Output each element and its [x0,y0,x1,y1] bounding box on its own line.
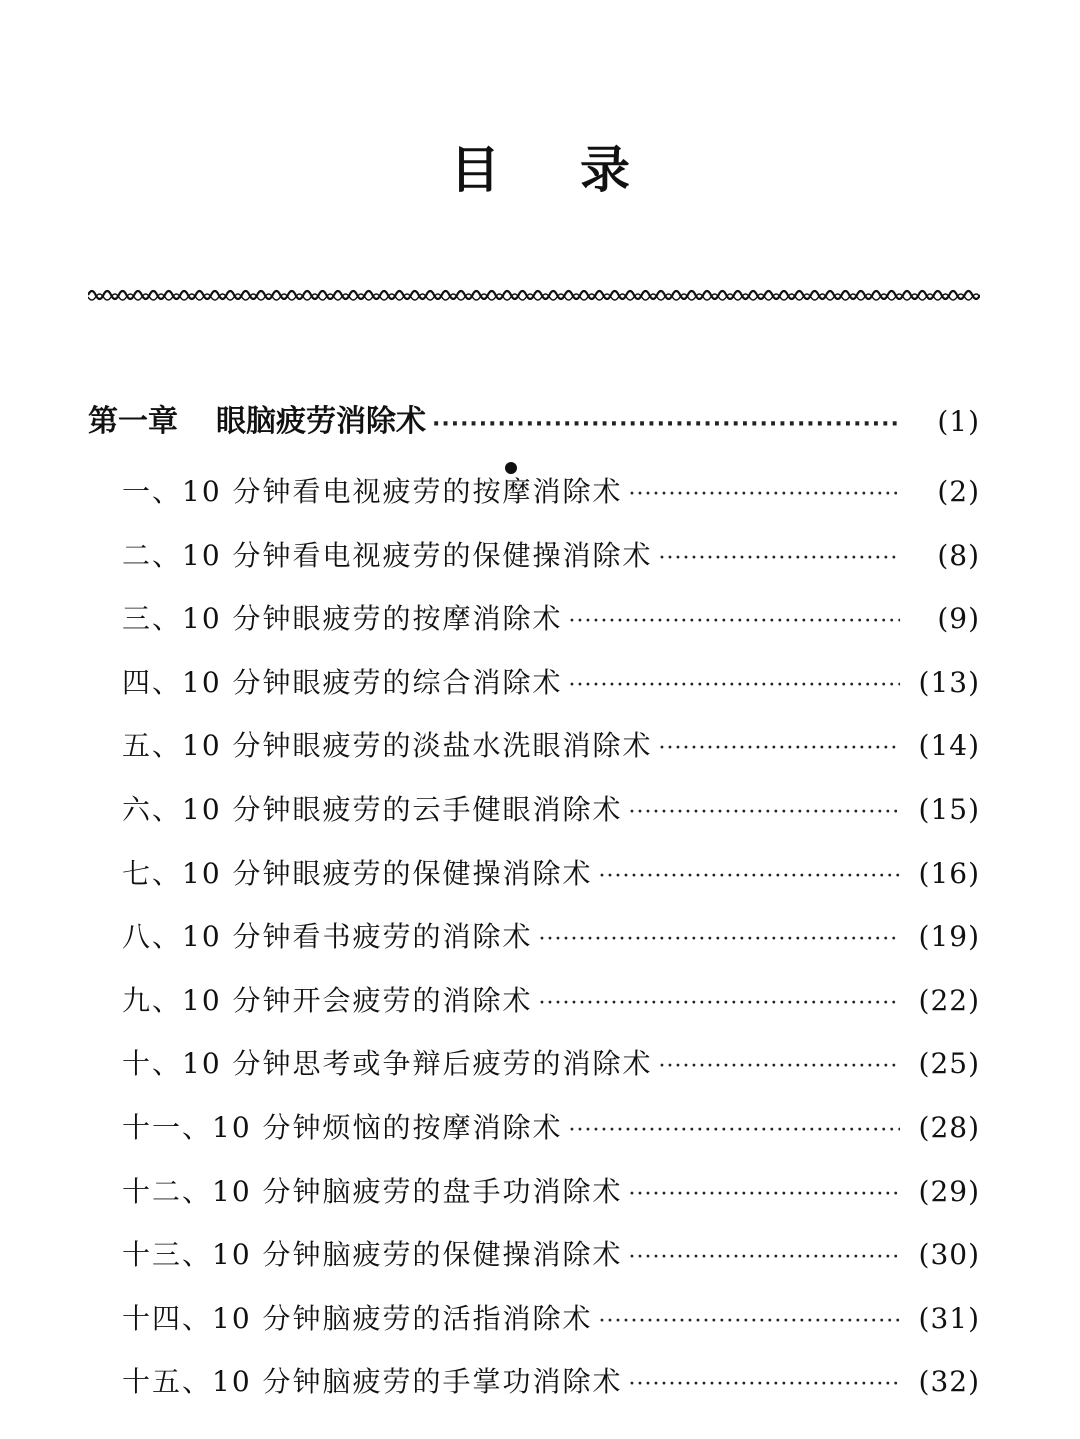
toc-entry-page-number: (32) [918,1365,980,1399]
toc-entry-title: 一、10 分钟看电视疲劳的按摩消除术 [122,475,623,508]
toc-entry-title: 十三、10 分钟脑疲劳的保健操消除术 [122,1238,623,1272]
dot-leader [539,991,900,1016]
toc-entry-title: 四、10 分钟眼疲劳的综合消除术 [122,665,563,699]
dot-leader [599,864,900,889]
dot-leader [569,1118,900,1143]
toc-entry-page-number: (16) [918,856,980,890]
toc-entry[interactable] [88,1297,980,1361]
toc-entry[interactable] [88,1106,980,1170]
toc-entry-title: 三、10 分钟眼疲劳的按摩消除术 [122,602,563,636]
toc-entry-page-number: (29) [918,1174,980,1208]
toc-entry-page-number: (19) [918,920,980,954]
dot-leader [629,1372,900,1397]
toc-entry-title: 九、10 分钟开会疲劳的消除术 [122,983,533,1017]
dot-leader [629,482,900,507]
dot-leader [659,1054,900,1079]
toc-entry-title: 十、10 分钟思考或争辩后疲劳的消除术 [122,1047,653,1081]
toc-entry-page-number: (14) [918,729,980,763]
toc-entry[interactable] [88,852,980,916]
chapter-page-number: (1) [937,405,980,438]
toc-entry-page-number: (9) [937,602,980,636]
toc-entry-page-number: (22) [918,983,980,1017]
dot-leader [569,609,900,634]
table-of-contents [88,396,980,1424]
toc-section-list [88,470,980,1424]
toc-entry-title: 十五、10 分钟脑疲劳的手掌功消除术 [122,1365,623,1399]
dot-leader [659,736,900,761]
toc-chapter-row[interactable] [88,396,980,470]
toc-entry[interactable] [88,597,980,661]
dot-leader [599,1309,900,1334]
toc-entry-title: 二、10 分钟看电视疲劳的保健操消除术 [122,538,653,572]
toc-entry-page-number: (31) [918,1301,980,1335]
toc-entry-page-number: (13) [918,665,980,699]
toc-entry[interactable] [88,1042,980,1106]
chapter-title: 眼脑疲劳消除术 [216,404,426,439]
dot-leader [659,546,900,571]
toc-entry-title: 七、10 分钟眼疲劳的保健操消除术 [122,856,593,890]
toc-entry-page-number: (15) [918,792,980,826]
dot-leader [432,412,900,437]
toc-entry-page-number: (2) [937,475,980,508]
page-title [0,130,1080,202]
toc-entry-page-number: (8) [937,538,980,572]
dot-leader [629,1182,900,1207]
dot-leader [569,673,900,698]
toc-entry-page-number: (30) [918,1238,980,1272]
toc-entry[interactable] [88,1233,980,1297]
toc-entry-page-number: (25) [918,1047,980,1081]
toc-entry-title: 十四、10 分钟脑疲劳的活指消除术 [122,1301,593,1335]
toc-entry[interactable] [88,661,980,725]
toc-entry-title: 十一、10 分钟烦恼的按摩消除术 [122,1110,563,1144]
toc-entry[interactable] [88,788,980,852]
toc-entry[interactable] [88,724,980,788]
page-title-char-1: 目 [450,141,500,199]
toc-entry[interactable] [88,915,980,979]
toc-entry-title: 六、10 分钟眼疲劳的云手健眼消除术 [122,792,623,826]
toc-entry[interactable] [88,1360,980,1424]
page-title-char-2: 录 [580,141,630,199]
toc-entry-title: 十二、10 分钟脑疲劳的盘手功消除术 [122,1174,623,1208]
dot-leader [629,800,900,825]
chapter-number: 第一章 [88,404,178,439]
toc-entry[interactable] [88,534,980,598]
dot-leader [629,1245,900,1270]
toc-entry[interactable] [88,1170,980,1234]
toc-entry[interactable] [88,470,980,534]
toc-entry-title: 八、10 分钟看书疲劳的消除术 [122,920,533,954]
dot-leader [539,927,900,952]
chapter-heading [88,396,426,440]
toc-entry-page-number: (28) [918,1110,980,1144]
wavy-divider [88,284,980,306]
toc-entry[interactable] [88,979,980,1043]
toc-entry-title: 五、10 分钟眼疲劳的淡盐水洗眼消除术 [122,729,653,763]
